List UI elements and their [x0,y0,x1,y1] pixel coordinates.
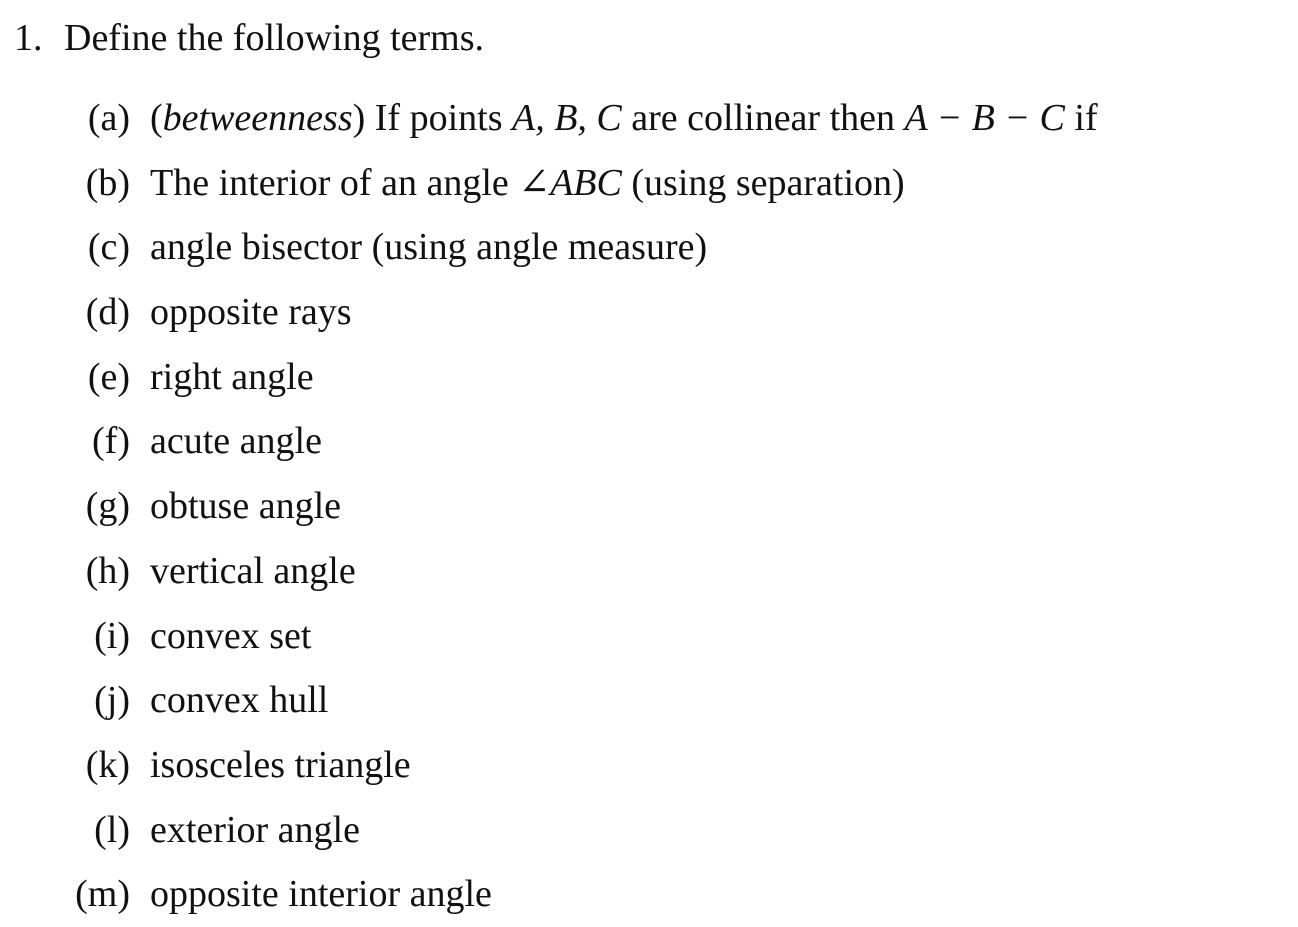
term-text: opposite rays [150,291,352,334]
term-item-c [14,215,1284,280]
term-label: (j) [94,679,130,722]
emphasized-term: betweenness [162,97,353,139]
term-text: exterior angle [150,808,360,851]
term-item-k [14,733,1284,798]
text-segment: if [1064,97,1098,139]
term-label: (l) [94,808,130,851]
term-text: acute angle [150,420,322,463]
term-list [14,86,1284,927]
angle-symbol: ∠ [518,161,551,204]
term-item-g [14,474,1284,539]
term-text: obtuse angle [150,485,342,528]
term-label: (g) [85,485,130,528]
term-item-b [14,151,1284,216]
term-item-a [14,86,1284,151]
math-angle-name: ABC [550,161,622,204]
question-number: 1. [14,17,43,59]
text-segment: (using separation) [621,161,905,204]
term-text: convex set [150,614,312,657]
term-item-f [14,409,1284,474]
term-text: convex hull [150,679,329,722]
term-text [150,86,1098,150]
term-label: (f) [92,420,130,463]
term-item-d [14,280,1284,345]
term-item-m [14,862,1284,927]
question-title: Define the following terms. [64,17,485,59]
term-item-j [14,668,1284,733]
term-label: (a) [87,97,130,139]
open-paren: ( [150,97,163,139]
term-label: (i) [94,614,130,657]
term-label: (e) [87,355,130,398]
math-betweenness: A − B − C [904,97,1065,139]
term-text [150,151,905,215]
term-label: (c) [87,226,130,269]
term-item-h [14,539,1284,604]
text-segment: If points [365,97,512,139]
term-text: isosceles triangle [150,743,411,786]
term-text: vertical angle [150,549,356,592]
term-text: opposite interior angle [150,873,492,916]
term-item-i [14,604,1284,669]
question-header [14,10,1284,66]
math-points: A, B, C [511,97,622,139]
term-label: (m) [75,873,130,916]
term-label: (d) [85,291,130,334]
text-segment: The interior of an angle [150,161,519,204]
term-label: (k) [85,743,130,786]
term-label: (h) [85,549,130,592]
term-text: angle bisector (using angle measure) [150,226,708,269]
term-item-e [14,345,1284,410]
question-1 [14,10,1284,916]
close-paren: ) [352,97,366,139]
term-item-l [14,798,1284,863]
term-text: right angle [150,355,314,398]
text-segment: are collinear then [621,97,905,139]
term-label: (b) [85,161,130,204]
